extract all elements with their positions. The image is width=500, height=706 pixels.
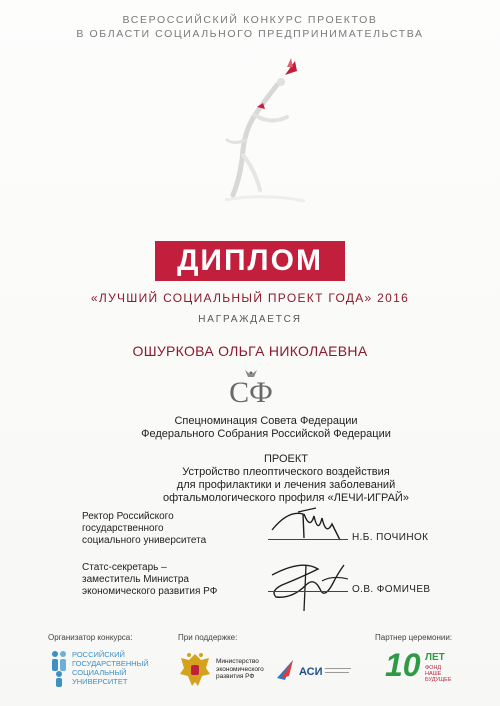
asi-subtext-bar <box>325 668 351 669</box>
asi-subtext-bar-2 <box>325 672 349 673</box>
anniversary-line-1: ФОНД <box>425 665 442 671</box>
asi-label: АСИ <box>299 666 323 678</box>
asi-logo <box>275 652 355 692</box>
state-secretary-title <box>82 562 217 598</box>
sf-letters: СФ <box>229 376 273 409</box>
anniversary-line-3: БУДУЩЕЕ <box>425 677 452 683</box>
rgsu-logo <box>50 648 155 693</box>
state-secretary-name: О.В. ФОМИЧЕВ <box>352 584 431 595</box>
header-line-1: ВСЕРОССИЙСКИЙ КОНКУРС ПРОЕКТОВ <box>122 14 378 26</box>
diploma-title: ДИПЛОМ <box>155 241 345 281</box>
contest-name: «ЛУЧШИЙ СОЦИАЛЬНЫЙ ПРОЕКТ ГОДА» 2016 <box>90 291 410 305</box>
rgsu-line-2: ГОСУДАРСТВЕННЫЙ <box>72 659 149 668</box>
ministry-line-3: развития РФ <box>216 673 255 680</box>
rector-title-line-3: социального университета <box>82 535 207 546</box>
recipient-name: ОШУРКОВА ОЛЬГА НИКОЛАЕВНА <box>132 343 368 359</box>
partner-label: Партнер церемонии: <box>375 633 453 642</box>
anniversary-line-2: НАШЕ <box>425 671 442 677</box>
anniversary-logo <box>385 648 465 693</box>
project-description <box>0 453 500 505</box>
special-nomination <box>0 415 500 441</box>
nomination-line-2: Федерального Собрания Российской Федерации <box>141 428 391 440</box>
asi-arrow-icon <box>275 656 297 682</box>
state-secretary-signature-line <box>268 591 348 592</box>
competition-header <box>0 13 500 41</box>
rgsu-text <box>72 650 149 686</box>
nomination-line-1: Спецноминация Совета Федерации <box>174 415 358 427</box>
project-line-1: Устройство плеоптического воздействия <box>182 466 390 478</box>
federation-council-logo <box>221 367 281 411</box>
anniversary-number: 10 <box>385 647 421 683</box>
state-secretary-title-line-1: Статс-секретарь – <box>82 562 167 573</box>
rector-name: Н.Б. ПОЧИНОК <box>352 532 429 543</box>
rgsu-line-4: УНИВЕРСИТЕТ <box>72 677 128 686</box>
ministry-logo <box>178 648 273 693</box>
state-secretary-title-line-2: заместитель Министра <box>82 574 189 585</box>
support-label: При поддержке: <box>178 633 238 642</box>
project-label: ПРОЕКТ <box>263 453 309 465</box>
rgsu-line-3: СОЦИАЛЬНЫЙ <box>72 668 127 677</box>
state-secretary-title-line-3: экономического развития РФ <box>82 586 218 597</box>
rector-signature-line <box>268 539 348 540</box>
header-line-2: В ОБЛАСТИ СОЦИАЛЬНОГО ПРЕДПРИНИМАТЕЛЬСТВА <box>76 28 424 40</box>
state-secretary-signature <box>262 555 354 615</box>
organizer-label: Организатор конкурса: <box>48 633 133 642</box>
ministry-line-2: экономического <box>216 665 264 673</box>
anniversary-word: ЛЕТ <box>425 652 445 663</box>
anniversary-fund-text <box>425 665 452 683</box>
rector-title-line-1: Ректор Российского <box>82 511 174 522</box>
awarded-label: НАГРАЖДАЕТСЯ <box>198 314 302 325</box>
coat-of-arms-icon <box>178 650 212 690</box>
rgsu-people-icon <box>50 650 68 688</box>
figure-illustration <box>215 55 315 205</box>
project-line-3: офтальмологического профиля «ЛЕЧИ-ИГРАЙ» <box>163 492 409 504</box>
rector-title <box>82 511 206 547</box>
project-line-2: для профилактики и лечения заболеваний <box>176 479 396 491</box>
ministry-line-1: Министерство <box>216 658 259 665</box>
rgsu-line-1: РОССИЙСКИЙ <box>72 650 125 659</box>
rector-title-line-2: государственного <box>82 523 164 534</box>
ministry-text <box>216 658 264 681</box>
